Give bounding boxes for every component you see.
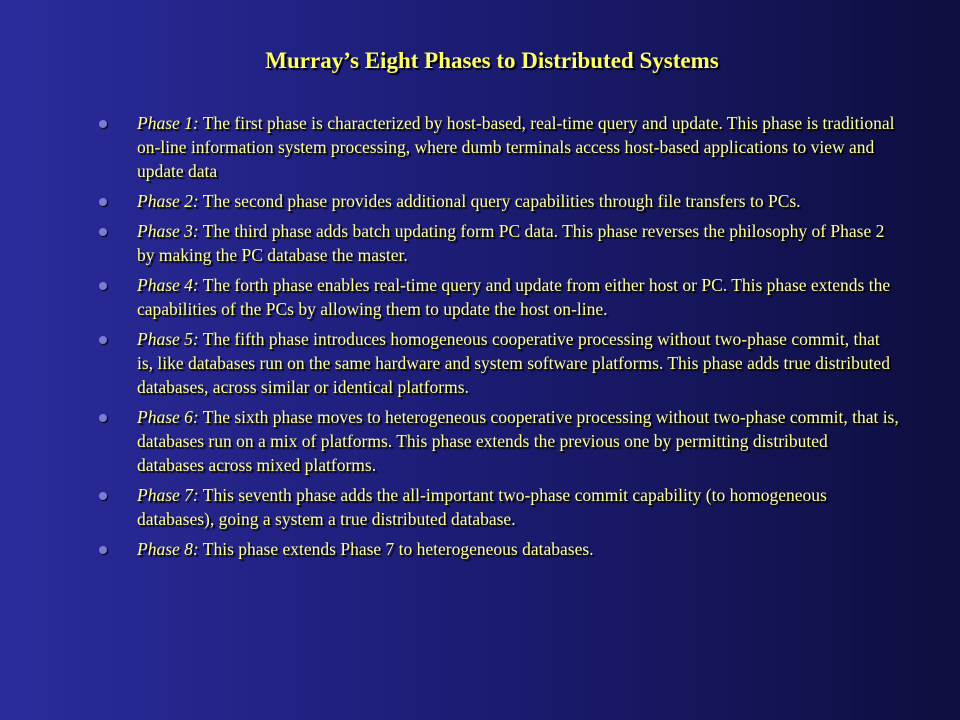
phase-label: Phase 4: <box>137 275 199 295</box>
slide-title: Murray’s Eight Phases to Distributed Systems <box>265 48 719 73</box>
bullet-icon <box>99 336 107 344</box>
phase-item-2 <box>99 189 899 213</box>
phase-text: This seventh phase adds the all-important two-phase commit capability (to homogeneous databases), going a system a true distributed database. <box>137 485 827 529</box>
phase-item-6 <box>99 405 899 477</box>
phase-item-7 <box>99 483 899 531</box>
phase-text: The first phase is characterized by host-based, real-time query and update. This phase is traditional on-line information system processing, where dumb terminals access host-based applications to view and update data <box>137 113 895 181</box>
bullet-icon <box>99 546 107 554</box>
phase-item-8 <box>99 537 899 561</box>
bullet-icon <box>99 414 107 422</box>
phase-item-1 <box>99 111 899 183</box>
phase-text: The second phase provides additional query capabilities through file transfers to PCs. <box>198 191 801 211</box>
phase-label: Phase 1: <box>137 113 199 133</box>
phase-text: The fifth phase introduces homogeneous cooperative processing without two-phase commit, that is, like databases run on the same hardware and system software platforms. This phase adds true distributed databases, across similar or identical platforms. <box>137 329 890 397</box>
bullet-icon <box>99 198 107 206</box>
bullet-icon <box>99 120 107 128</box>
phase-label: Phase 5: <box>137 329 199 349</box>
phase-list <box>99 111 899 567</box>
phase-text: This phase extends Phase 7 to heterogeneous databases. <box>198 539 594 559</box>
bullet-icon <box>99 492 107 500</box>
bullet-icon <box>99 282 107 290</box>
phase-label: Phase 3: <box>137 221 199 241</box>
phase-text: The sixth phase moves to heterogeneous cooperative processing without two-phase commit, that is, databases run on a mix of platforms. This phase extends the previous one by permitting distributed databases across mixed platforms. <box>137 407 899 475</box>
bullet-icon <box>99 228 107 236</box>
phase-label: Phase 7: <box>137 485 199 505</box>
phase-item-4 <box>99 273 899 321</box>
phase-text: The forth phase enables real-time query and update from either host or PC. This phase extends the capabilities of the PCs by allowing them to update the host on-line. <box>137 275 891 319</box>
phase-text: The third phase adds batch updating form PC data. This phase reverses the philosophy of Phase 2 by making the PC database the master. <box>137 221 885 265</box>
phase-item-5 <box>99 327 899 399</box>
phase-item-3 <box>99 219 899 267</box>
phase-label: Phase 8: <box>137 539 199 559</box>
phase-label: Phase 6: <box>137 407 199 427</box>
phase-label: Phase 2: <box>137 191 199 211</box>
